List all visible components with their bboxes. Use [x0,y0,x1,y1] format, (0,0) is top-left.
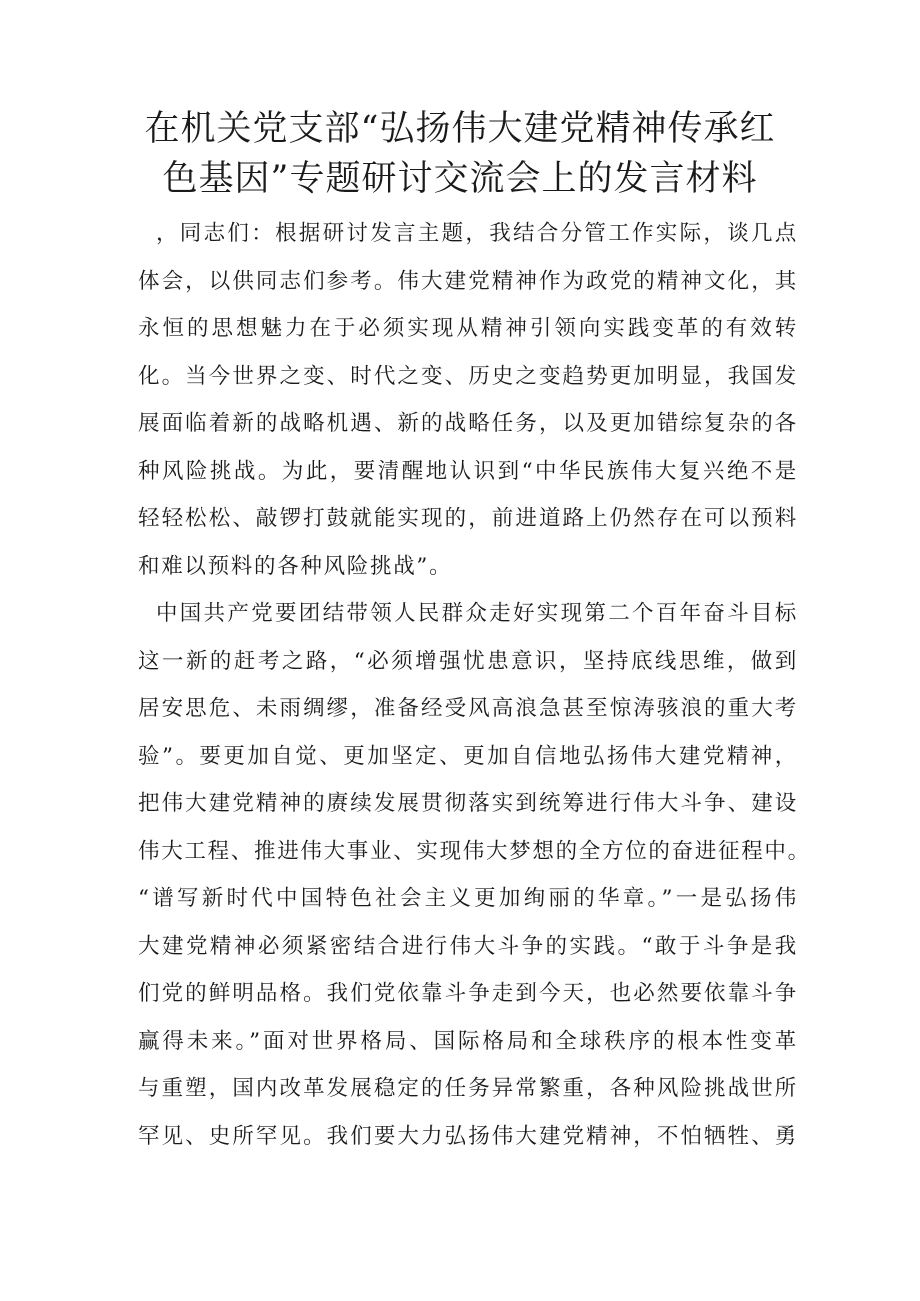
body-text-line: 轻轻松松、敲锣打鼓就能实现的，前进道路上仍然存在可以预料 [138,506,798,531]
body-text-line: 种风险挑战。为此，要清醒地认识到“中华民族伟大复兴绝不是 [138,458,798,484]
body-text-line: 中国共产党要团结带领人民群众走好实现第二个百年奋斗目标 [156,601,798,626]
body-text-line: ，同志们：根据研讨发言主题，我结合分管工作实际，谈几点 [156,221,798,246]
document-body [138,210,811,1160]
title-line: 在机关党支部“弘扬伟大建党精神传承红 [144,109,776,149]
body-text-line: 居安思危、未雨绸缪，准备经受风高浪急甚至惊涛骇浪的重大考 [138,696,798,721]
body-text-line: 罕见、史所罕见。我们要大力弘扬伟大建党精神，不怕牺牲、勇 [138,1123,798,1149]
body-text-line: 伟大工程、推进伟大事业、实现伟大梦想的全方位的奋进征程中。 [138,838,811,864]
body-text-line: 化。当今世界之变、时代之变、历史之变趋势更加明显，我国发 [138,363,798,389]
body-text-line: 与重塑，国内改革发展稳定的任务异常繁重，各种风险挑战世所 [138,1076,798,1101]
document-title [100,104,820,204]
body-text-line: 们党的鲜明品格。我们党依靠斗争走到今天，也必然要依靠斗争 [138,981,798,1006]
body-text-line: 和难以预料的各种风险挑战”。 [138,553,453,579]
body-text-line: 展面临着新的战略机遇、新的战略任务，以及更加错综复杂的各 [138,411,798,436]
body-text-line: “谱写新时代中国特色社会主义更加绚丽的华章。”一是弘扬伟 [138,886,798,911]
body-text-line: 永恒的思想魅力在于必须实现从精神引领向实践变革的有效转 [138,316,798,341]
body-text-line: 把伟大建党精神的赓续发展贯彻落实到统筹进行伟大斗争、建设 [138,791,798,816]
body-text-line: 体会，以供同志们参考。伟大建党精神作为政党的精神文化，其 [138,268,798,294]
body-text-line: 大建党精神必须紧密结合进行伟大斗争的实践。“敢于斗争是我 [138,933,798,959]
body-text-line: 赢得未来。”面对世界格局、国际格局和全球秩序的根本性变革 [138,1028,798,1054]
body-text-line: 验”。要更加自觉、更加坚定、更加自信地弘扬伟大建党精神， [138,743,798,769]
body-text-line: 这一新的赶考之路，“必须增强忧患意识，坚持底线思维，做到 [138,648,798,674]
title-line: 色基因”专题研讨交流会上的发言材料 [162,159,758,199]
